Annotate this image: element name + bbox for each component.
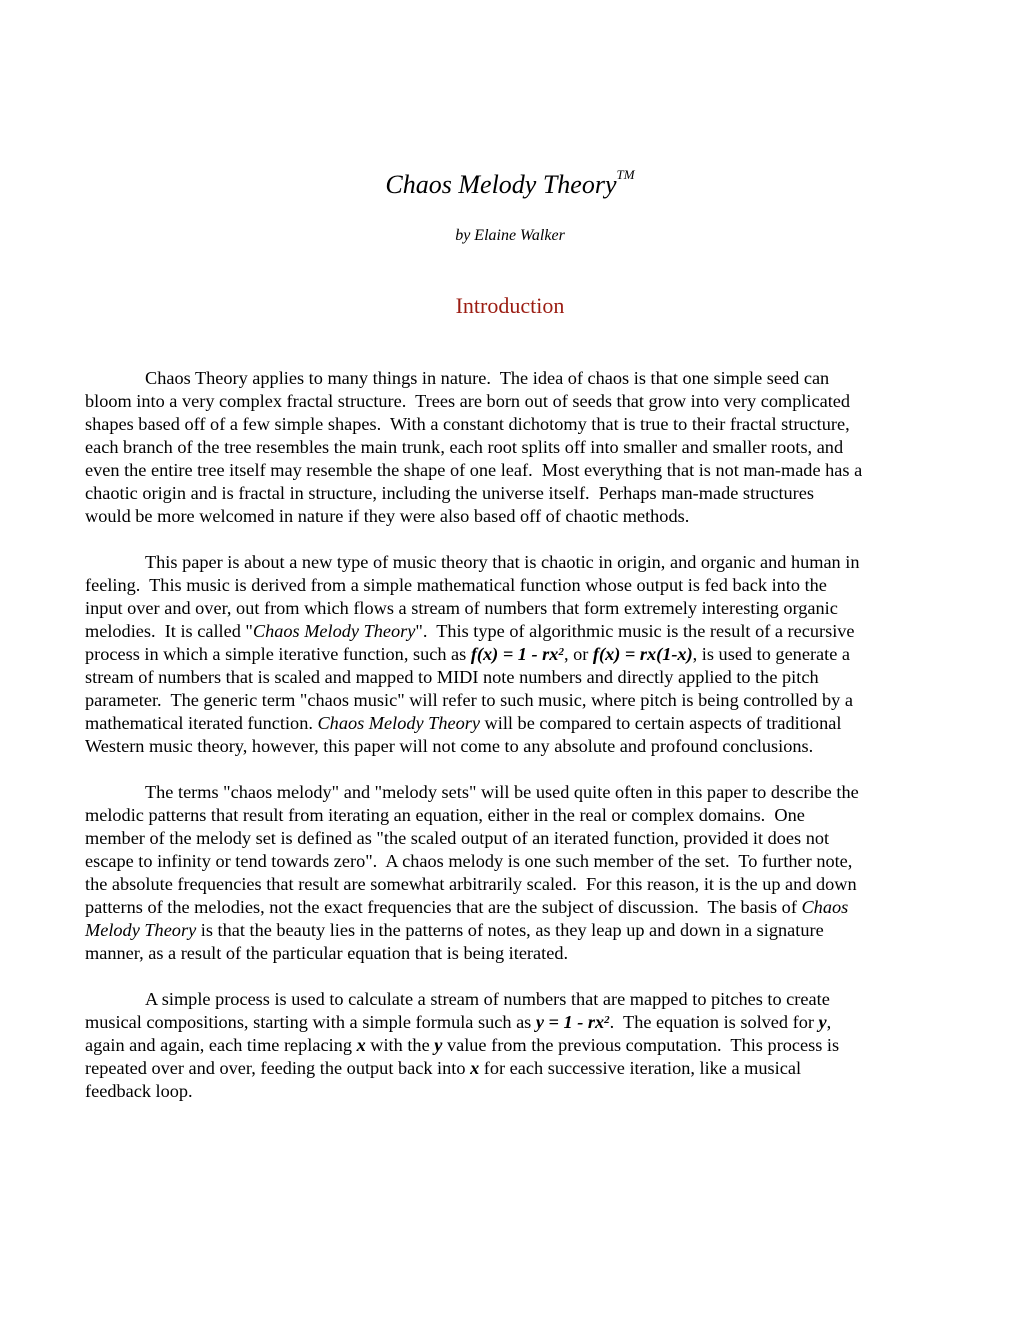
superscript: 2	[604, 1014, 610, 1026]
text-line	[85, 988, 945, 1011]
text-line	[85, 436, 945, 459]
text-run: , or	[563, 644, 593, 664]
text-line	[85, 804, 945, 827]
text-line	[85, 827, 945, 850]
text-run: Chaos Theory applies to many things in nature. The idea of chaos is that one simple seed can	[145, 368, 830, 388]
superscript: 2	[558, 646, 564, 658]
text-run: feeling. This music is derived from a simple mathematical function whose output is fed back into the	[85, 575, 827, 595]
paragraph	[85, 551, 945, 758]
text-run: melodic patterns that result from iterating an equation, either in the real or complex domains. One	[85, 805, 805, 825]
text-run: feedback loop.	[85, 1081, 193, 1101]
text-line	[85, 620, 945, 643]
text-line	[85, 712, 945, 735]
paragraph	[85, 781, 945, 965]
text-run: melodies. It is called "	[85, 621, 253, 641]
text-line	[85, 505, 945, 528]
title-text: Chaos Melody Theory	[385, 170, 617, 199]
text-run: ,	[826, 1012, 832, 1032]
author-byline: by Elaine Walker	[455, 227, 565, 244]
text-line	[85, 643, 945, 666]
italic-text: Chaos Melody Theory	[252, 621, 416, 641]
text-run: , is used to generate a	[692, 644, 851, 664]
paragraph	[85, 367, 945, 528]
section-heading-introduction: Introduction	[455, 293, 565, 318]
italic-text: Melody Theory	[85, 920, 197, 940]
text-run: each branch of the tree resembles the main trunk, each root splits off into smaller and smaller roots, and	[85, 437, 844, 457]
formula: y = 1 - rx	[535, 1012, 605, 1032]
text-line	[85, 873, 945, 896]
text-run: even the entire tree itself may resemble the shape of one leaf. Most everything that is not man-made has a	[85, 460, 863, 480]
text-run: The terms "chaos melody" and "melody sets" will be used quite often in this paper to describe the	[145, 782, 859, 802]
text-line	[85, 1080, 945, 1103]
text-run: escape to infinity or tend towards zero". A chaos melody is one such member of the set. To further note,	[85, 851, 853, 871]
text-line	[85, 781, 945, 804]
text-run: Western music theory, however, this paper will not come to any absolute and profound conclusions.	[85, 736, 814, 756]
formula: x	[470, 1058, 480, 1078]
text-run: would be more welcomed in nature if they were also based off of chaotic methods.	[85, 506, 690, 526]
paragraph	[85, 988, 945, 1103]
text-run: This paper is about a new type of music theory that is chaotic in origin, and organic and human in	[145, 552, 860, 572]
italic-text: Chaos	[801, 897, 849, 917]
trademark-mark: TM	[616, 167, 635, 182]
text-line	[85, 919, 945, 942]
text-run: for each successive iteration, like a musical	[479, 1058, 802, 1078]
text-line	[85, 666, 945, 689]
italic-text: Chaos Melody Theory	[317, 713, 480, 733]
text-run: ". This type of algorithmic music is the result of a recursive	[415, 621, 855, 641]
text-run: member of the melody set is defined as "the scaled output of an iterated function, provided it does not	[85, 828, 830, 848]
text-line	[85, 459, 945, 482]
formula: y	[434, 1035, 443, 1055]
text-line	[85, 1034, 945, 1057]
formula: f(x) = rx(1-x)	[592, 644, 693, 664]
text-line	[85, 482, 945, 505]
formula: y	[818, 1012, 827, 1032]
text-run: the absolute frequencies that result are somewhat arbitrarily scaled. For this reason, it is the up and down	[85, 874, 857, 894]
text-run: with the	[365, 1035, 435, 1055]
text-line	[85, 850, 945, 873]
text-run: is that the beauty lies in the patterns of notes, as they leap up and down in a signature	[196, 920, 824, 940]
text-line	[85, 942, 945, 965]
text-line	[85, 367, 945, 390]
text-run: chaotic origin and is fractal in structure, including the universe itself. Perhaps man-made structures	[85, 483, 814, 503]
formula: f(x) = 1 - rx	[470, 644, 559, 664]
text-run: input over and over, out from which flows a stream of numbers that form extremely interesting organic	[85, 598, 838, 618]
text-run: will be compared to certain aspects of traditional	[479, 713, 842, 733]
formula: x	[356, 1035, 366, 1055]
text-line	[85, 1011, 945, 1034]
text-run: value from the previous computation. This process is	[442, 1035, 840, 1055]
text-run: A simple process is used to calculate a stream of numbers that are mapped to pitches to create	[145, 989, 830, 1009]
text-run: bloom into a very complex fractal structure. Trees are born out of seeds that grow into very complicated	[85, 391, 851, 411]
text-run: patterns of the melodies, not the exact frequencies that are the subject of discussion. The basis of	[85, 897, 802, 917]
document-title	[0, 167, 1020, 200]
text-line	[85, 735, 945, 758]
text-run: parameter. The generic term "chaos music" will refer to such music, where pitch is being controlled by a	[85, 690, 853, 710]
text-line	[85, 413, 945, 436]
text-line	[85, 574, 945, 597]
text-run: repeated over and over, feeding the output back into	[85, 1058, 471, 1078]
text-line	[85, 551, 945, 574]
text-run: shapes based off of a few simple shapes. With a constant dichotomy that is true to their fractal structure,	[85, 414, 850, 434]
text-line	[85, 896, 945, 919]
text-line	[85, 390, 945, 413]
text-run: stream of numbers that is scaled and mapped to MIDI note numbers and directly applied to the pitch	[85, 667, 819, 687]
text-run: mathematical iterated function.	[85, 713, 318, 733]
text-run: process in which a simple iterative function, such as	[85, 644, 471, 664]
text-line	[85, 689, 945, 712]
text-run: again and again, each time replacing	[85, 1035, 357, 1055]
text-line	[85, 1057, 945, 1080]
text-run: . The equation is solved for	[609, 1012, 819, 1032]
text-line	[85, 597, 945, 620]
text-run: manner, as a result of the particular equation that is being iterated.	[85, 943, 569, 963]
text-run: musical compositions, starting with a simple formula such as	[85, 1012, 536, 1032]
